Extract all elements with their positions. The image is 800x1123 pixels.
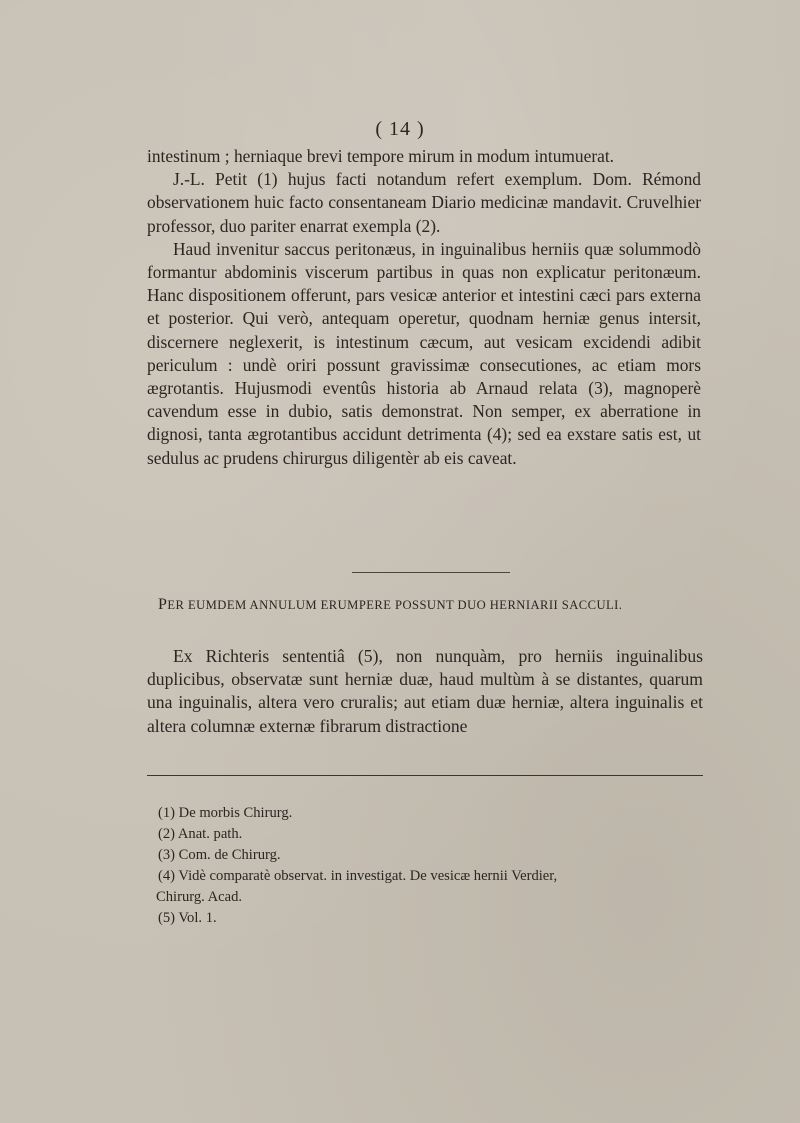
footnote-2: (2) Anat. path.: [158, 826, 243, 842]
page-number: ( 14 ): [375, 118, 425, 140]
section-divider: [352, 572, 510, 573]
section-text: [147, 645, 703, 738]
footnotes: [158, 803, 700, 929]
main-text: [147, 145, 701, 470]
footnote-4: (4) Vidè comparatè observat. in investigat. De vesicæ hernii Verdier,: [158, 868, 558, 884]
footnote-4-continuation: Chirurg. Acad.: [156, 889, 243, 905]
section-heading-rest: ER EUMDEM ANNULUM ERUMPERE POSSUNT DUO HERNIARII SACCULI.: [167, 598, 623, 612]
paragraph-continuation: intestinum ; herniaque brevi tempore mirum in modum intumuerat.: [147, 146, 615, 166]
section-heading: [158, 596, 703, 614]
footnote-1: (1) De morbis Chirurg.: [158, 805, 293, 821]
footnote-divider: [147, 775, 703, 776]
footnote-5: (5) Vol. 1.: [158, 910, 217, 926]
section-heading-initial: P: [158, 596, 168, 613]
paragraph-saccus: Haud invenitur saccus peritonæus, in inguinalibus herniis quæ solummodò formantur abdominis viscerum partibus in quas non explicatur peritonæum. Hanc dispositionem offerunt, pars vesicæ anterior et intestini cæci pars externa et posterior. Qui verò, antequam operetur, quodnam herniæ genus intersit, discernere neglexerit, is intestinum cæcum, aut vesicam excidendi adibit periculum : undè oriri possunt gravissimæ consecutiones, ac etiam mors ægrotantis. Hujusmodi eventûs historia ab Arnaud relata (3), magnoperè cavendum esse in dubio, satis demonstrat. Non semper, ex aberratione in dignosi, tanta ægrotantibus accidunt detrimenta (4); sed ea exstare satis est, ut sedulus ac prudens chirurgus diligentèr ab eis caveat.: [147, 238, 701, 468]
footnote-3: (3) Com. de Chirurg.: [158, 847, 281, 863]
paragraph-petit: J.-L. Petit (1) hujus facti notandum refert exemplum. Dom. Rémond observationem huic facto consentaneam Diario medicinæ mandavit. Cruvelhier professor, duo pariter enarrat exempla (2).: [147, 169, 701, 236]
paragraph-richter: Ex Richteris sententiâ (5), non nunquàm, pro herniis inguinalibus duplicibus, observatæ sunt herniæ duæ, haud multùm à se distantes, quarum una inguinalis, altera vero cruralis; aut etiam duæ herniæ, altera inguinalis et altera columnæ externæ fibrarum distractione: [147, 646, 703, 736]
